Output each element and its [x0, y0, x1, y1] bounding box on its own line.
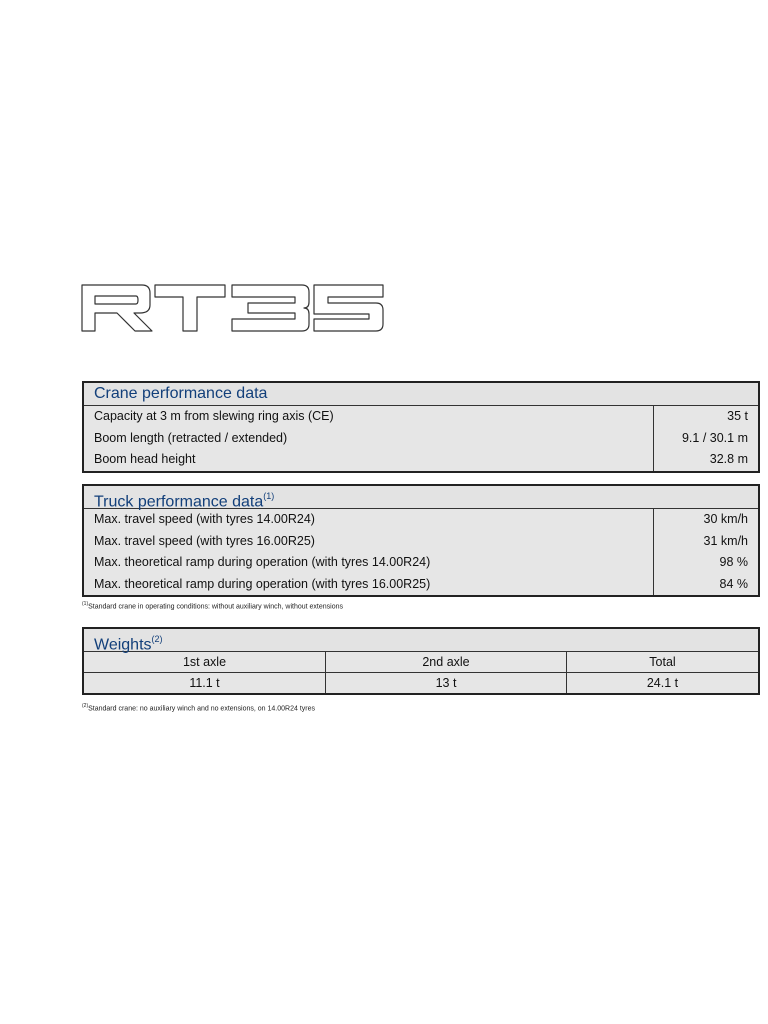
- row-value: 32.8 m: [709, 452, 748, 466]
- row-label: Boom head height: [84, 449, 654, 471]
- truck-performance-table: [82, 484, 760, 597]
- row-value: 30 km/h: [703, 512, 748, 526]
- footnote-mark: (1): [82, 601, 89, 607]
- table-row: [84, 509, 758, 531]
- table-row: [84, 574, 758, 596]
- footnote-mark: (2): [82, 703, 89, 709]
- table-row: [84, 428, 758, 450]
- row-label: Boom length (retracted / extended): [84, 428, 654, 450]
- row-value: 31 km/h: [703, 533, 748, 548]
- logo-letter-r: [82, 285, 152, 331]
- weights-values-row: [84, 673, 758, 693]
- footnote-mark: (1): [263, 491, 275, 501]
- row-label: Max. theoretical ramp during operation (with tyres 16.00R25): [84, 574, 654, 596]
- column-header: 2nd axle: [326, 652, 567, 672]
- crane-performance-table: [82, 381, 760, 473]
- column-header: Total: [649, 655, 676, 669]
- truck-footnote: $^{(1)}$Standard crane in operating conditions: without auxiliary winch, without extensions: [82, 601, 343, 611]
- logo-digit-3: [232, 285, 309, 331]
- weights-header-row: [84, 652, 758, 673]
- crane-performance-title: Crane performance data: [84, 383, 758, 406]
- row-value: 35 t: [727, 409, 748, 423]
- truck-performance-title: Truck performance data$^{(1)}$: [84, 486, 758, 509]
- weight-value: 11.1 t: [84, 673, 326, 693]
- row-label: Max. travel speed (with tyres 16.00R25): [84, 531, 654, 553]
- row-label: Max. theoretical ramp during operation (with tyres 14.00R24): [84, 552, 654, 574]
- logo-letter-t: [155, 285, 225, 331]
- weight-value: 13 t: [326, 673, 567, 693]
- weights-footnote: $^{(2)}$Standard crane: no auxiliary winch and no extensions, on 14.00R24 tyres: [82, 703, 315, 713]
- table-row: [84, 449, 758, 471]
- table-row: [84, 406, 758, 428]
- weights-title: Weights$^{(2)}$: [84, 629, 758, 652]
- column-header: 1st axle: [84, 652, 326, 672]
- footnote-mark: (2): [151, 634, 163, 644]
- row-value: 84 %: [719, 576, 748, 591]
- weights-table: [82, 627, 760, 695]
- row-label: Capacity at 3 m from slewing ring axis (CE): [84, 406, 654, 428]
- rt35-logo: [80, 283, 385, 333]
- row-label: Max. travel speed (with tyres 14.00R24): [84, 509, 654, 531]
- table-row: [84, 531, 758, 553]
- weight-value: 24.1 t: [646, 676, 679, 690]
- table-row: [84, 552, 758, 574]
- row-value: 9.1 / 30.1 m: [681, 430, 748, 445]
- row-value: 98 %: [719, 555, 748, 569]
- logo-digit-5: [314, 285, 383, 331]
